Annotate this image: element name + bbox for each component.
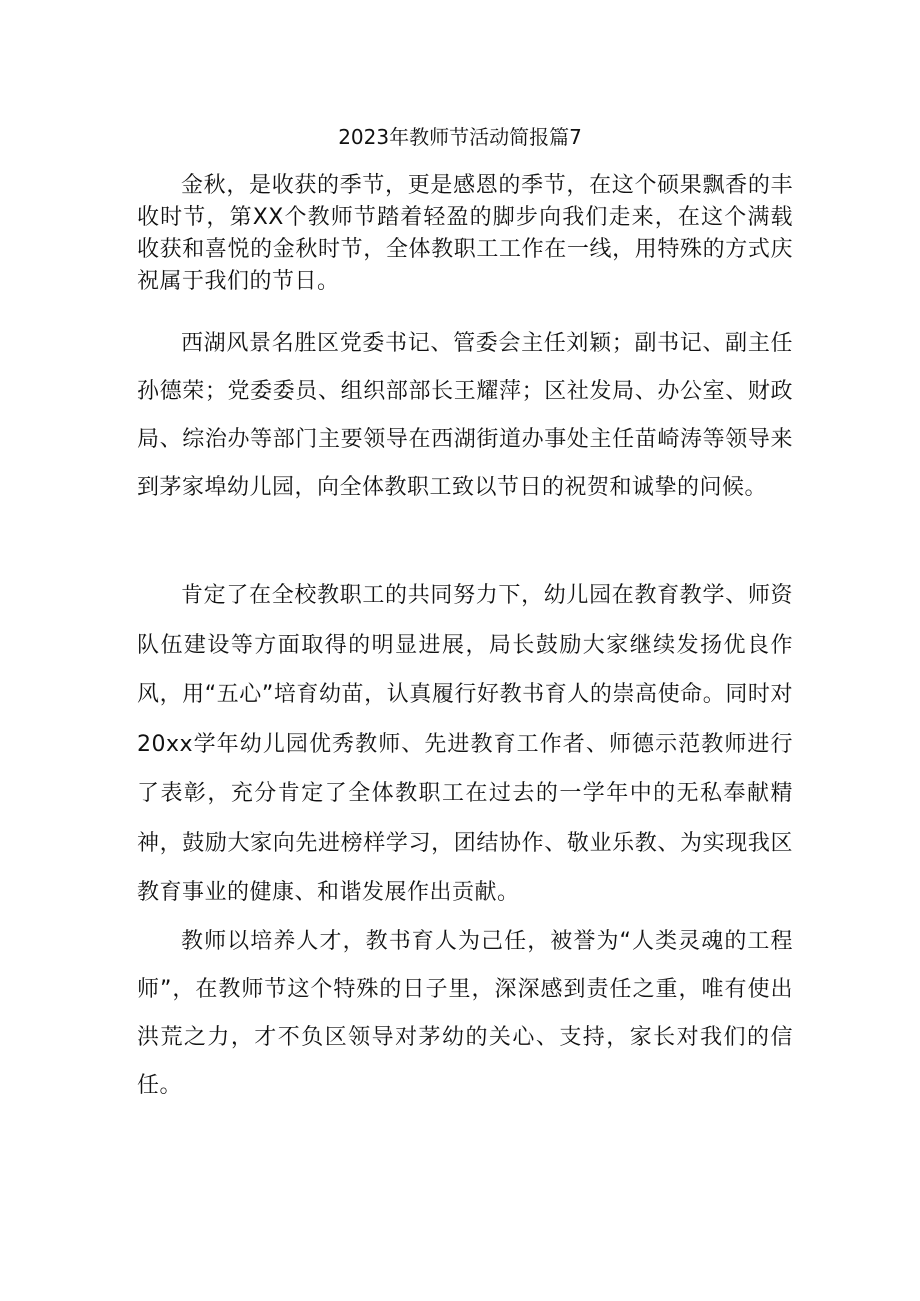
document-title: 2023年教师节活动简报篇7 (338, 125, 582, 149)
paragraph-2: 西湖风景名胜区党委书记、管委会主任刘颖；副书记、副主任孙德荣；党委委员、组织部部长王耀萍；区社发局、办公室、财政局、综治办等部门主要领导在西湖街道办事处主任苗崎涛等领导来到茅家埠幼儿园，向全体教职工致以节日的祝贺和诚挚的问候。 (137, 331, 793, 500)
paragraph-3: 肯定了在全校教职工的共同努力下，幼儿园在教育教学、师资队伍建设等方面取得的明显进展，局长鼓励大家继续发扬优良作风，用“五心”培育幼苗，认真履行好教书育人的崇高使命。同时对20xx学年幼儿园优秀教师、先进教育工作者、师德示范教师进行了表彰，充分肯定了全体教职工在过去的一学年中的无私奉献精神，鼓励大家向先进榜样学习，团结协作、敬业乐教、为实现我区教育事业的健康、和谐发展作出贡献。 (137, 583, 793, 905)
paragraph-1: 金秋，是收获的季节，更是感恩的季节，在这个硕果飘香的丰收时节，第XX个教师节踏着轻盈的脚步向我们走来，在这个满载收获和喜悦的金秋时节，全体教职工工作在一线，用特殊的方式庆祝属于我们的节日。 (137, 173, 793, 294)
paragraph-4: 教师以培养人才，教书育人为己任，被誉为“人类灵魂的工程师”，在教师节这个特殊的日子里，深深感到责任之重，唯有使出洪荒之力，才不负区领导对茅幼的关心、支持，家长对我们的信任。 (137, 929, 793, 1098)
